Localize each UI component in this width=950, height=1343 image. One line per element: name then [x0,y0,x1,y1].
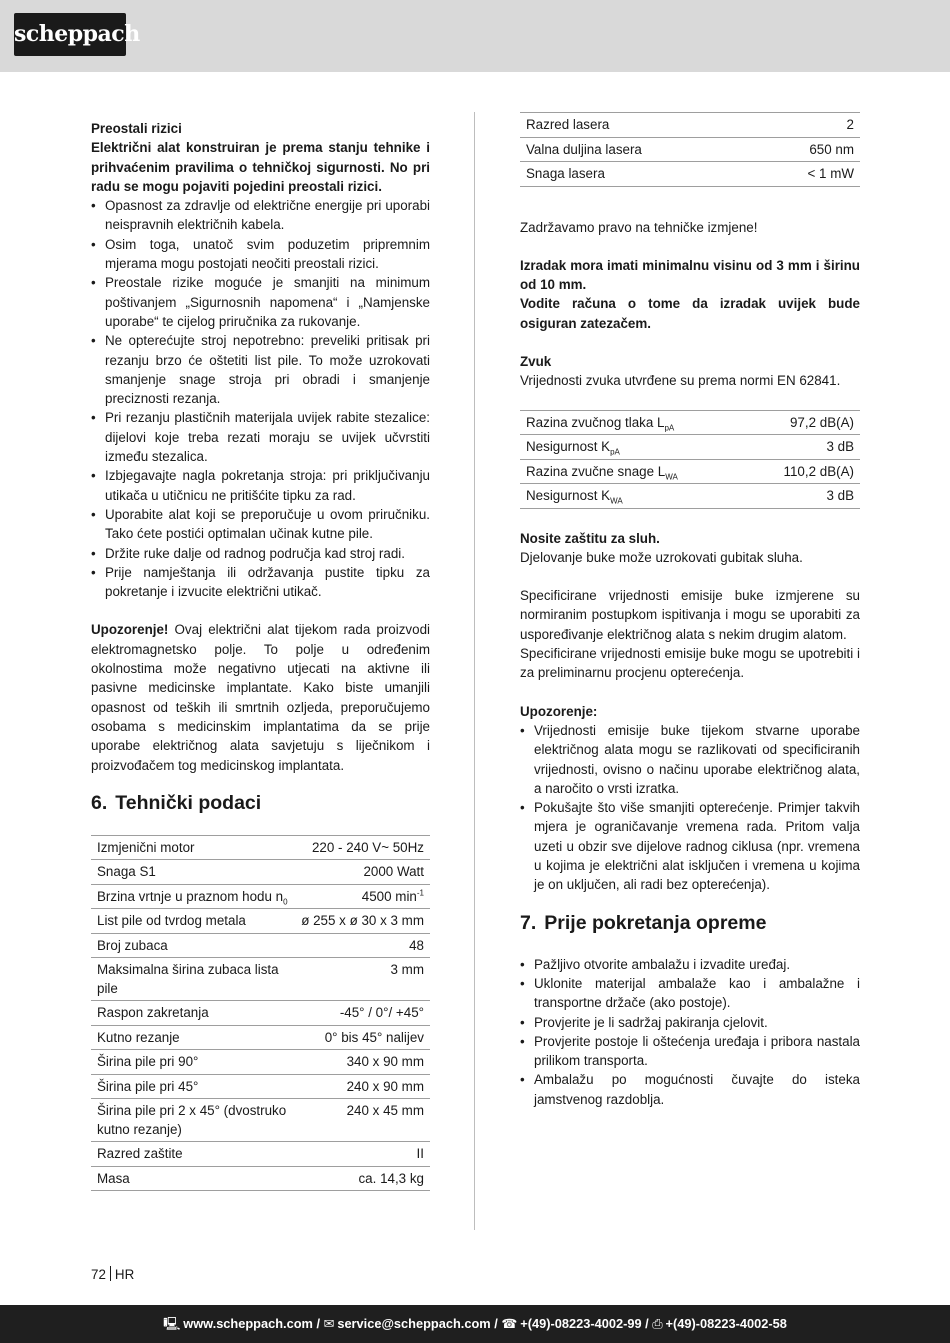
list-item: • Uporabite alat koji se preporučuje u ovom priručniku. Tako ćete postići optimalan učinak kutne pile. [91,505,430,544]
technical-data-table [91,835,430,1192]
right-column [520,112,860,1109]
list-item: • Provjerite postoje li oštećenja uređaja i pribora nastala prilikom transporta. [520,1032,860,1071]
spec-value: 97,2 dB(A) [746,410,860,435]
list-item: • Vrijednosti emisije buke tijekom stvarne uporabe električnog alata mogu se razlikovati od specificiranih vrijednosti, ovisno o načinu uporabe električnog alata, a naročito o vrsti izratka. [520,721,860,798]
page-number [91,1265,134,1284]
footer-phone: +(49)-08223-4002-99 [520,1316,642,1331]
hearing-protection-text: Djelovanje buke može uzrokovati gubitak sluha. [520,549,803,565]
page-number-separator [110,1266,111,1281]
spec-label: Valna duljina lasera [520,137,753,162]
list-item: • Pažljivo otvorite ambalažu i izvadite uređaj. [520,955,860,974]
computer-icon: 🖳 [163,1316,181,1331]
brand-logo: scheppach [14,13,126,56]
spec-value: 110,2 dB(A) [746,459,860,484]
section-number: 7. [520,911,537,934]
page-header [0,0,950,72]
spec-value: 0° bis 45° nalijev [295,1025,430,1050]
spec-label: Maksimalna širina zubaca lista pile [91,958,295,1001]
list-item: • Uklonite materijal ambalaže kao i ambalažne i transportne držače (ako postoje). [520,974,860,1013]
residual-risks-title: Preostali rizici [91,121,182,136]
spec-value: ca. 14,3 kg [295,1166,430,1191]
list-item: • Preostale rizike moguće je smanjiti na minimum poštivanjem „Sigurnosnih napomena“ i „Namjenske uporabe“ te cijelog priručnika za rukovanje. [91,273,430,331]
laser-data-table [520,112,860,187]
section-heading-technical-data [91,791,430,815]
list-item: • Osim toga, unatoč svim poduzetim pripremnim mjerama mogu postojati neočiti preostali rizici. [91,235,430,274]
table-row [91,1050,430,1075]
spec-label: Broj zubaca [91,933,295,958]
spec-label: Razina zvučne snage $L_{WA}$ [520,459,746,484]
spec-label: Izmjenični motor [91,835,295,860]
residual-risks-list [91,196,430,601]
footer-website[interactable]: www.scheppach.com [183,1316,313,1331]
table-row [91,1025,430,1050]
spec-value: 3 mm [295,958,430,1001]
emf-warning-text: Ovaj električni alat tijekom rada proizvodi elektromagnetsko polje. To polje u određenim okolnostima može negativno utjecati na aktivne ili pasivne medicinske implantate. Kako biste umanjili opasnost od teških ili smrtnih ozljeda, preporučujemo osobama s medicinskim implantatima da se prije uporabe električnog alata savjetuju s liječnikom i proizvođačem tog medicinskog implantata. [91,622,430,773]
spec-label: List pile od tvrdog metala [91,909,295,934]
spec-value: 2000 Watt [295,860,430,885]
emission-paragraph-2: Specificirane vrijednosti emisije buke mogu se upotrebiti i za preliminarnu procjenu opterećenja. [520,646,860,681]
list-item: • Prije namještanja ili održavanja pustite tipku za pokretanje i izvucite električni utikač. [91,563,430,602]
spec-label: Širina pile pri 2 x 45° (dvostruko kutno rezanje) [91,1099,295,1142]
page-footer: 🖳 www.scheppach.com / ✉ service@scheppach.com / ☎ +(49)-08223-4002-99 / ⎙ +(49)-08223-4002-58 [0,1305,950,1343]
table-row [91,909,430,934]
spec-value: < 1 mW [753,162,860,187]
spec-label: Širina pile pri 45° [91,1074,295,1099]
section-number: 6. [91,791,108,814]
table-row [91,884,430,909]
list-item: • Pokušajte što više smanjiti opterećenje. Primjer takvih mjera je ograničavanje vremena rada. Pritom valja uzeti u obzir sve dijelove radnog ciklusa (npr. vremena u kojima je električni alat isključen i vremena u kojima je on uključen, ali radi bez opterećenja). [520,798,860,894]
table-row [91,1142,430,1167]
spec-value: 2 [753,113,860,138]
spec-value: 4500 $\min^{-1}$ [295,884,430,909]
table-row [91,958,430,1001]
workpiece-size-note: Izradak mora imati minimalnu visinu od 3 mm i širinu od 10 mm. [520,257,860,293]
left-column [91,119,430,1191]
spec-value: 3 dB [746,435,860,460]
spec-label: Nesigurnost $K_{pA}$ [520,435,746,460]
spec-label: Razina zvučnog tlaka $L_{pA}$ [520,410,746,435]
spec-value: 240 x 90 mm [295,1074,430,1099]
spec-label: Brzina vrtnje u praznom hodu $n_0$ [91,884,295,909]
section-heading-before-start [520,911,860,935]
table-row [91,1166,430,1191]
table-row [520,113,860,138]
spec-value: 650 nm [753,137,860,162]
page-language: HR [114,1267,135,1282]
spec-value: -45° / 0°/ +45° [295,1001,430,1026]
table-row [520,137,860,162]
table-row [91,1074,430,1099]
table-row [520,410,860,435]
sound-title: Zvuk [520,353,552,369]
list-item: • Provjerite je li sadržaj pakiranja cjelovit. [520,1013,860,1032]
footer-email[interactable]: service@scheppach.com [337,1316,491,1331]
emf-warning-label: Upozorenje! [91,622,169,638]
before-start-list [520,955,860,1109]
emission-paragraph-1: Specificirane vrijednosti emisije buke izmjerene su normiranim postupkom ispitivanja i mogu se uporabiti za uspoređivanje električnog alata s nekim drugim alatom. [520,588,860,642]
table-row [91,860,430,885]
hearing-protection-title: Nosite zaštitu za sluh. [520,530,660,546]
list-item: • Ne opterećujte stroj nepotrebno: preveliki pritisak pri rezanju brzo će oštetiti list pile. To može uzrokovati smanjenje snage stroja pri obradi i smanjenje preciznosti rezanja. [91,331,430,408]
section-title: Tehnički podaci [115,791,262,814]
noise-warning-title: Upozorenje: [520,703,598,719]
spec-label: Nesigurnost $K_{WA}$ [520,484,746,509]
table-row [520,484,860,509]
spec-value: 240 x 45 mm [295,1099,430,1142]
phone-icon: ☎ [501,1316,518,1331]
email-icon: ✉ [323,1316,335,1331]
column-divider [474,112,475,1230]
clamp-note: Vodite računa o tome da izradak uvijek bude osiguran zatezačem. [520,296,860,331]
list-item: • Izbjegavajte nagla pokretanja stroja: pri priključivanju utikača u utičnicu ne pritišćite tipku za rad. [91,466,430,505]
spec-label: Razred lasera [520,113,753,138]
table-row [91,835,430,860]
spec-value: 340 x 90 mm [295,1050,430,1075]
spec-value: 220 - 240 V~ 50Hz [295,835,430,860]
noise-warning-list [520,721,860,895]
emf-warning [91,620,430,774]
list-item: • Ambalažu po mogućnosti čuvajte do isteka jamstvenog razdoblja. [520,1070,860,1109]
table-row [520,162,860,187]
list-item: • Opasnost za zdravlje od električne energije pri uporabi neispravnih električnih kabela. [91,196,430,235]
residual-risks-intro: Električni alat konstruiran je prema stanju tehnike i prihvaćenim pravilima o tehničkoj sigurnosti. No pri radu se mogu pojaviti pojedini preostali rizici. [91,140,430,194]
spec-label: Masa [91,1166,295,1191]
spec-value: 3 dB [746,484,860,509]
spec-label: Širina pile pri 90° [91,1050,295,1075]
table-row [91,1099,430,1142]
page-number-value: 72 [91,1267,106,1282]
table-row [520,435,860,460]
table-row [91,1001,430,1026]
section-title: Prije pokretanja opreme [544,911,767,934]
footer-fax: +(49)-08223-4002-58 [665,1316,787,1331]
spec-label: Snaga lasera [520,162,753,187]
table-row [91,933,430,958]
table-row [520,459,860,484]
spec-label: Razred zaštite [91,1142,295,1167]
sound-data-table [520,410,860,509]
spec-label: Kutno rezanje [91,1025,295,1050]
spec-label: Raspon zakretanja [91,1001,295,1026]
spec-value: 48 [295,933,430,958]
spec-value: ø 255 x ø 30 x 3 mm [295,909,430,934]
list-item: • Pri rezanju plastičnih materijala uvijek rabite stezalice: dijelovi koje treba rezati moraju se uvijek učvrstiti između stezalica. [91,408,430,466]
spec-value: II [295,1142,430,1167]
fax-icon: ⎙ [652,1316,663,1331]
sound-text: Vrijednosti zvuka utvrđene su prema normi EN 62841. [520,373,841,389]
technical-changes-note: Zadržavamo pravo na tehničke izmjene! [520,219,758,235]
spec-label: Snaga S1 [91,860,295,885]
list-item: • Držite ruke dalje od radnog područja kad stroj radi. [91,544,430,563]
